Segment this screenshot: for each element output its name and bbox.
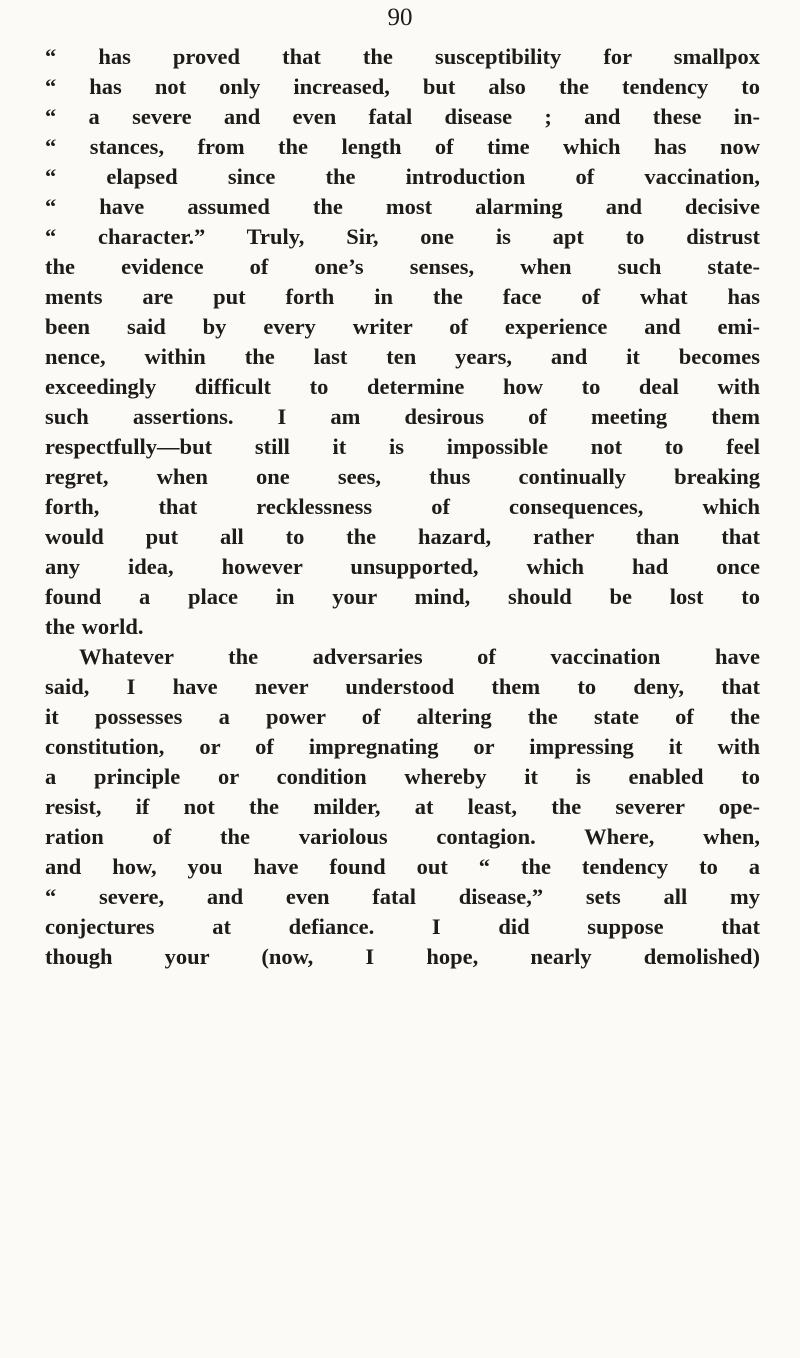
text-line: “ elapsed since the introduction of vaccination, (45, 164, 760, 189)
text-line: the evidence of one’s senses, when such state- (45, 254, 760, 279)
text-line: it possesses a power of altering the state of the (45, 704, 760, 729)
text-line: “ a severe and even fatal disease ; and these in- (45, 104, 760, 129)
text-line: a principle or condition whereby it is enabled to (45, 764, 760, 789)
text-line: been said by every writer of experience and emi- (45, 314, 760, 339)
text-line: “ has proved that the susceptibility for smallpox (45, 44, 760, 69)
body-text (45, 40, 760, 972)
text-line: found a place in your mind, should be lost to (45, 584, 760, 609)
text-line: and how, you have found out “ the tendency to a (45, 854, 760, 879)
text-line: the world. (45, 614, 144, 639)
text-line: though your (now, I hope, nearly demolished) (45, 944, 760, 969)
text-line: “ has not only increased, but also the tendency to (45, 74, 760, 99)
text-line: said, I have never understood them to deny, that (45, 674, 760, 699)
text-line: such assertions. I am desirous of meeting them (45, 404, 760, 429)
text-line: “ stances, from the length of time which has now (45, 134, 760, 159)
text-line: would put all to the hazard, rather than that (45, 524, 760, 549)
text-line: resist, if not the milder, at least, the severer ope- (45, 794, 760, 819)
text-line: respectfully—but still it is impossible not to feel (45, 434, 760, 459)
text-line: any idea, however unsupported, which had once (45, 554, 760, 579)
text-line: “ have assumed the most alarming and decisive (45, 194, 760, 219)
text-line: ration of the variolous contagion. Where, when, (45, 824, 760, 849)
text-line: exceedingly difficult to determine how to deal with (45, 374, 760, 399)
text-line: nence, within the last ten years, and it becomes (45, 344, 760, 369)
text-line: forth, that recklessness of consequences, which (45, 494, 760, 519)
text-line: ments are put forth in the face of what has (45, 284, 760, 309)
page-number: 90 (387, 4, 413, 31)
text-line: conjectures at defiance. I did suppose that (45, 914, 760, 939)
text-line: constitution, or of impregnating or impressing it with (45, 734, 760, 759)
text-line: “ severe, and even fatal disease,” sets all my (45, 884, 760, 909)
text-line: regret, when one sees, thus continually breaking (45, 464, 760, 489)
text-line: “ character.” Truly, Sir, one is apt to distrust (45, 224, 760, 249)
text-line: Whatever the adversaries of vaccination have (79, 644, 760, 669)
